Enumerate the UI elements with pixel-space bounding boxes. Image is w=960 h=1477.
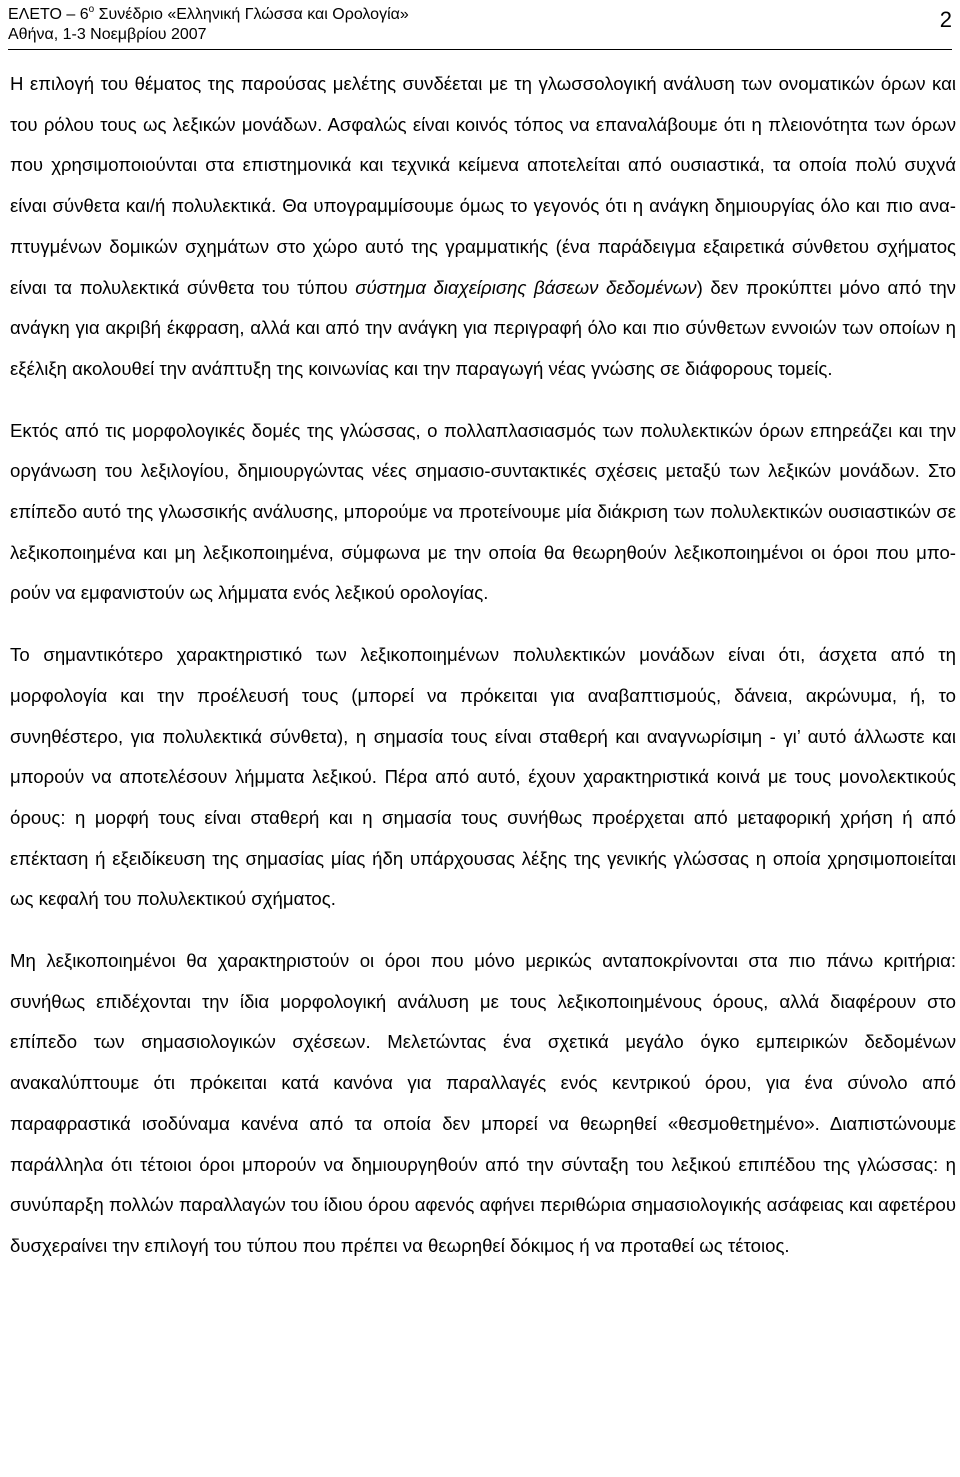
- paragraph: [10, 941, 956, 1267]
- page-number: 2: [939, 7, 952, 32]
- paragraph-text: Εκτός από τις μορφολογικές δομές της γλώσσας, ο πολλαπλασιασμός των πολυλεκτικών όρων επηρεάζει και την οργάνωση του λεξιλογίου, δημιουργώντας νέες σημασιο-συντακτικές σχέσεις μεταξύ των λεξικών μονάδων. Στο επίπεδο αυτό της γλωσσικής ανάλυσης, μπορούμε να προτείνουμε μία διάκριση των πολυλεκτικών ουσιαστικών σε λεξικοποιημένα και μη λεξικοποιημένα, σύμφωνα με την οποία θα θεωρηθούν λεξικοποιημένοι οι όροι που μπορούν να εμφανιστούν ως λήμματα ενός λεξικού ορολογίας.: [10, 419, 956, 604]
- paragraph: [10, 64, 956, 390]
- conference-suffix: Συνέδριο «Ελληνική Γλώσσα και Ορολογία»: [94, 6, 409, 23]
- paragraph-text: Η επιλογή του θέματος της παρούσας μελέτης συνδέεται με τη γλωσσολογική ανάλυση των ονοματικών όρων και του ρόλου τους ως λεξικών μονάδων. Ασφαλώς είναι κοινός τόπος να επαναλάβουμε ότι η πλειονότητα των όρων που χρησιμοποιούνται στα επιστημονικά και τεχνικά κείμενα αποτελείται από ουσιαστικά, τα οποία πολύ συχνά είναι σύνθετα και/ή πολυλεκτικά. Θα υπογραμμίσουμε όμως το γεγονός ότι η ανάγκη δημιουργίας όλο και πιο αναπτυγμένων δομικών σχημάτων στο χώρο αυτό της γραμματικής (ένα παράδειγμα εξαιρετικά σύνθετου σχήματος είναι τα πολυλεκτικά σύνθετα του τύπου: [10, 73, 956, 298]
- paragraph-italic-term: σύστημα διαχείρισης βάσεων δεδομένων: [355, 276, 697, 298]
- conference-location-date: Αθήνα, 1-3 Νοεμβρίου 2007: [8, 26, 207, 43]
- conference-title: [8, 5, 409, 25]
- ordinal-superscript: ο: [88, 3, 95, 15]
- paragraph: [10, 635, 956, 920]
- paragraph: [10, 411, 956, 615]
- paragraph-text: ) δεν προκύπτει μόνο από την ανάγκη για ακριβή έκφραση, αλλά και από την ανάγκη για περιγραφή όλο και πιο σύνθετων εννοιών των οποίων η εξέλιξη ακολουθεί την ανάπτυξη της κοινωνίας και την παραγωγή νέας γνώσης σε διάφορους τομείς.: [10, 276, 956, 379]
- paragraph-text: Το σημαντικότερο χαρακτηριστικό των λεξικοποιημένων πολυλεκτικών μονάδων είναι ότι, άσχετα από τη μορφολογία και την προέλευσή τους (μπορεί να πρόκειται για αναβαπτισμούς, δάνεια, ακρώνυμα, ή, το συνηθέστερο, για πολυλεκτικά σύνθετα), η σημασία τους είναι σταθερή και αναγνωρίσιμη - γι’ αυτό άλλωστε και μπορούν να αποτελέσουν λήμματα λεξικού. Πέρα από αυτό, έχουν χαρακτηριστικά κοινά με τους μονολεκτικούς όρους: η μορφή τους είναι σταθερή και η σημασία τους συνήθως προέρχεται από μεταφορική χρήση ή από επέκταση ή εξειδίκευση της σημασίας μίας ήδη υπάρχουσας λέξης της γενικής γλώσσας η οποία χρησιμοποιείται ως κεφαλή του πολυλεκτικού σχήματος.: [10, 644, 956, 910]
- document-body: [10, 64, 956, 1288]
- paragraph-text: Μη λεξικοποιημένοι θα χαρακτηριστούν οι όροι που μόνο μερικώς ανταποκρίνονται στα πιο πάνω κριτήρια: συνήθως επιδέχονται την ίδια μορφολογική ανάλυση με τους λεξικοποιημένους όρους, αλλά διαφέρουν στο επίπεδο των σημασιολογικών σχέσεων. Μελετώντας ένα σχετικά μεγάλο όγκο εμπειρικών δεδομένων ανακαλύπτουμε ότι πρόκειται κατά κανόνα για παραλλαγές ενός κεντρικού όρου, για ένα σύνολο από παραφραστικά ισοδύναμα κανένα από τα οποία δεν μπορεί να θεωρηθεί «θεσμοθετημένο». Διαπιστώνουμε παράλληλα ότι τέτοιοι όροι μπορούν να δημιουργηθούν από την σύνταξη του λεξικού επιπέδου της γλώσσας: η συνύπαρξη πολλών παραλλαγών του ίδιου όρου αφενός αφήνει περιθώρια σημασιολογικής ασάφειας και αφετέρου δυσχεραίνει την επιλογή του τύπου που πρέπει να θεωρηθεί δόκιμος ή να προταθεί ως τέτοιος.: [10, 950, 956, 1256]
- conference-prefix: ΕΛΕΤΟ – 6: [8, 6, 89, 23]
- page-header: [8, 5, 952, 50]
